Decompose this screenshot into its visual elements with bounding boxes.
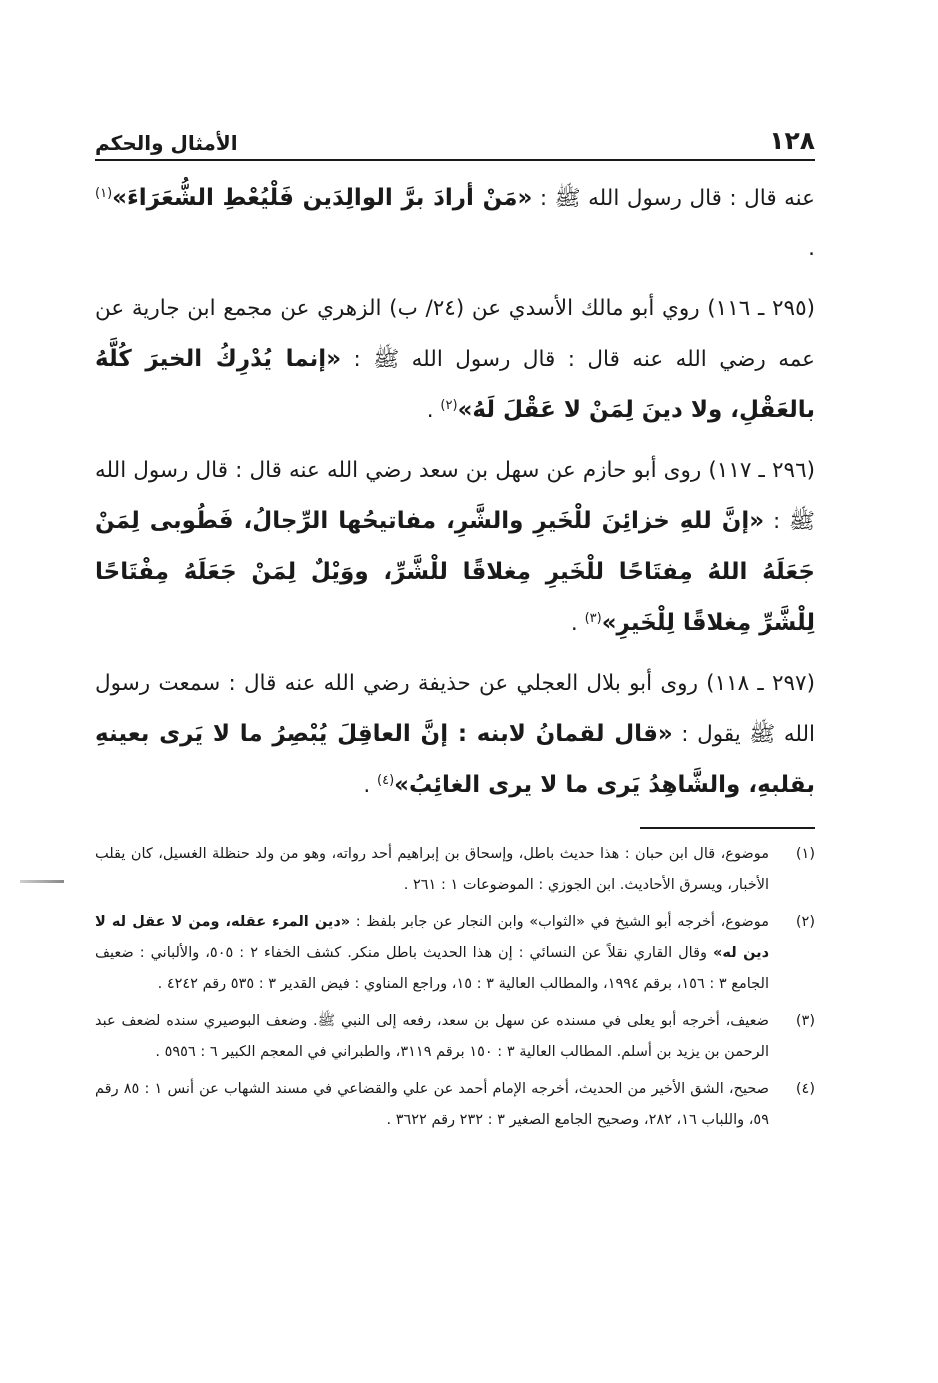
footnote-ref-3[interactable]: (٣) <box>584 610 602 626</box>
footnote-text-lead: موضوع، أخرجه أبو الشيخ في «الثواب» وابن النجار عن جابر بلفظ : <box>350 914 769 930</box>
footnote-2 <box>95 907 815 1000</box>
footnotes <box>95 839 815 1136</box>
book-page <box>95 115 815 1142</box>
footnote-number: (٣) <box>795 1013 815 1029</box>
footnote-3 <box>95 1006 815 1068</box>
footnote-text: موضوع، قال ابن حبان : هذا حديث باطل، وإسحاق بن إبراهيم أحد رواته، وهو من ولد حنظلة الغسيل، كان يقلب الأخبار، ويسرق الأحاديث. ابن الجوزي : الموضوعات ١ : ٢٦١ . <box>95 846 769 893</box>
paragraph-2-lead: (٢٩٥ ـ ١١٦) روي أبو مالك الأسدي عن (٢٤/ ب) الزهري عن مجمع ابن جارية عن عمه رضي الله عنه قال : قال رسول الله ﷺ : <box>95 296 816 372</box>
footnote-number: (٢) <box>795 914 815 930</box>
paragraph-3-tail: . <box>570 611 585 636</box>
footnote-number: (٤) <box>795 1081 815 1097</box>
paragraph-1 <box>95 173 815 274</box>
hadith-3: «إنَّ للهِ خزائِنَ للْخَيرِ والشَّرِ، مفاتيحُها الرِّجالُ، فَطُوبى لِمَنْ جَعَلَهُ اللهُ مِفتَاحًا للْخَيرِ مِغلاقًا للْشَّرِّ، ووَيْلٌ لِمَنْ جَعَلَهُ مِفْتَاحًا لِلْشَّرِّ مِغلاقًا لِلْخَيرِ» <box>95 508 815 636</box>
hadith-2: «إنما يُدْرِكُ الخيرَ كُلَّهُ بالعَقْلِ، ولا دينَ لِمَنْ لا عَقْلَ لَهُ» <box>95 346 815 423</box>
paragraph-2-tail: . <box>426 398 441 423</box>
paragraph-4-tail: . <box>363 773 378 798</box>
page-header <box>95 115 815 161</box>
footnote-number: (١) <box>795 846 815 862</box>
paragraph-4 <box>95 659 815 811</box>
paragraph-4-lead: (٢٩٧ ـ ١١٨) روى أبو بلال العجلي عن حذيفة رضي الله عنه قال : سمعت رسول الله ﷺ يقول : <box>95 671 815 747</box>
footnote-text: ضعيف، أخرجه أبو يعلى في مسنده عن سهل بن سعد، رفعه إلى النبي ﷺ. وضعف البوصيري سنده لضعف عبد الرحمن بن يزيد بن أسلم. المطالب العالية ٣ : ١٥٠ برقم ٣١١٩، والطبراني في المعجم الكبير ٦ : ٥٩٥٦ . <box>95 1013 769 1060</box>
scan-artifact <box>20 880 64 883</box>
footnote-text-tail: وقال القاري نقلاً عن النسائي : إن هذا الحديث باطل منكر. كشف الخفاء ٢ : ٥٠٥، والألباني : ضعيف الجامع ٣ : ١٥٦، برقم ١٩٩٤، والمطالب العالية ٣ : ١٥، وراجع المناوي : فيض القدير ٣ : ٥٣٥ رقم ٤٢٤٢ . <box>95 945 769 992</box>
footnote-text <box>95 907 769 1000</box>
footnote-divider <box>640 827 815 829</box>
paragraph-1-lead: عنه قال : قال رسول الله ﷺ : <box>532 186 815 211</box>
footnote-ref-2[interactable]: (٢) <box>440 397 458 413</box>
main-text <box>95 173 815 811</box>
page-number: ١٢٨ <box>769 126 815 155</box>
footnote-quote: «دين المرء عقله، ومن لا عقل له لا دين له» <box>95 914 770 961</box>
hadith-4: «قال لقمانُ لابنه : إنَّ العاقِلَ يُبْصِرُ ما لا يَرى بعينهِ بقلبهِ، والشَّاهِدُ يَرى ما لا يرى الغائِبُ» <box>95 721 815 798</box>
footnote-ref-1[interactable]: (١) <box>95 185 113 201</box>
paragraph-1-tail: . <box>808 236 815 261</box>
paragraph-3 <box>95 446 815 649</box>
paragraph-3-lead: (٢٩٦ ـ ١١٧) روى أبو حازم عن سهل بن سعد رضي الله عنه قال : قال رسول الله ﷺ : <box>95 458 816 534</box>
footnote-4 <box>95 1074 815 1136</box>
footnote-ref-4[interactable]: (٤) <box>377 772 395 788</box>
running-title: الأمثال والحكم <box>95 131 238 155</box>
footnote-text: صحيح، الشق الأخير من الحديث، أخرجه الإمام أحمد عن علي والقضاعي في مسند الشهاب عن أنس ١ : ٨٥ رقم ٥٩، واللباب ١٦، ٢٨٢، وصحيح الجامع الصغير ٣ : ٢٣٢ رقم ٣٦٢٢ . <box>95 1081 769 1128</box>
hadith-1: «مَنْ أرادَ برَّ الوالِدَين فَلْيُعْطِ الشُّعَرَاءَ» <box>112 185 533 211</box>
paragraph-2 <box>95 284 815 436</box>
footnote-1 <box>95 839 815 901</box>
